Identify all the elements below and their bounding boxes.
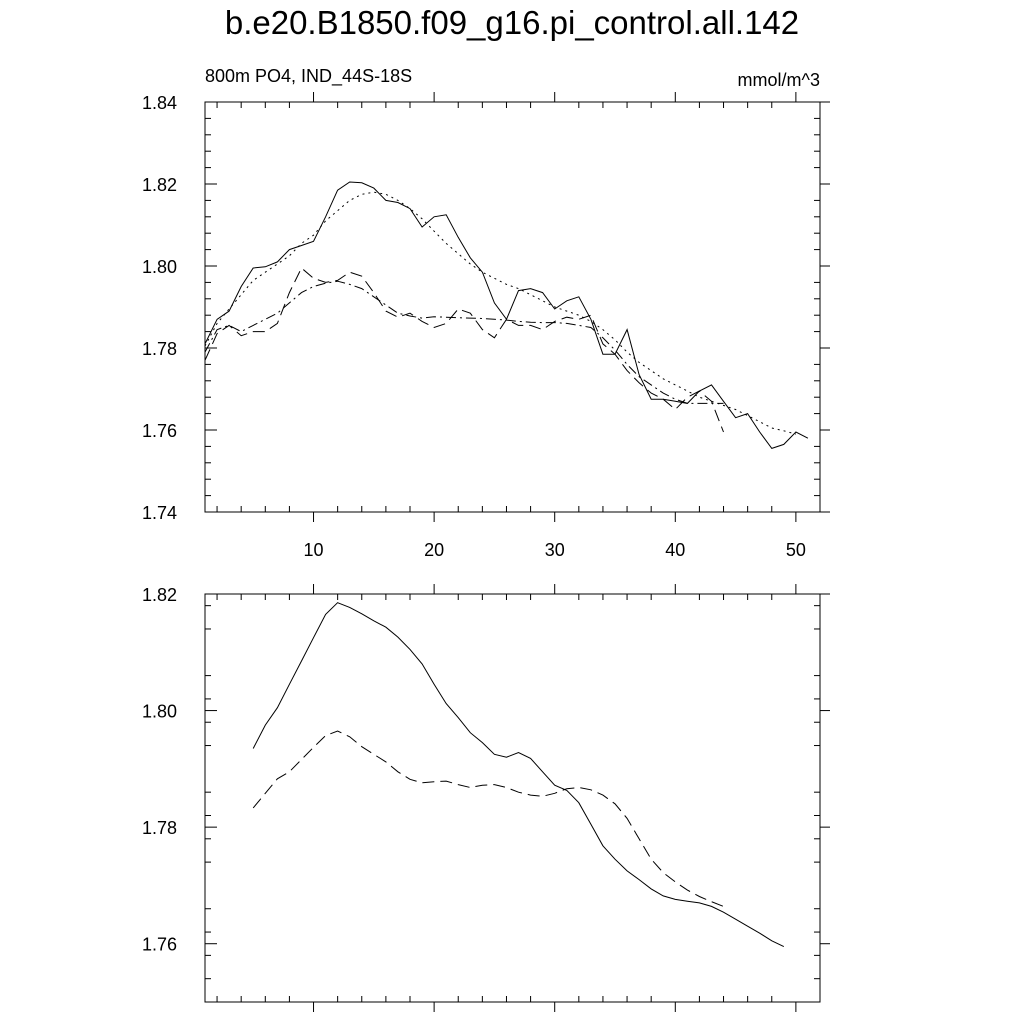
y-tick-label: 1.80 (141, 701, 177, 722)
series-line-dash-dot (205, 281, 724, 403)
y-tick-label: 1.84 (141, 93, 177, 113)
y-tick-label: 1.76 (141, 421, 177, 441)
chart-title: b.e20.B1850.f09_g16.pi_control.all.142 (224, 4, 800, 41)
x-tick-label: 40 (665, 540, 686, 560)
plot-frame (205, 102, 820, 512)
y-tick-label: 1.76 (141, 934, 177, 955)
plot-frame (205, 594, 820, 1002)
units-label: mmol/m^3 (737, 70, 820, 90)
series-line-dashed (205, 268, 724, 432)
chart-subtitle-left: 800m PO4, IND_44S-18S (205, 66, 413, 86)
top-panel (142, 92, 830, 560)
y-tick-label: 1.82 (141, 175, 177, 195)
y-tick-label: 1.78 (141, 339, 177, 359)
y-tick-label: 1.80 (141, 257, 177, 277)
series-line-solid (205, 182, 808, 448)
x-tick-label: 10 (303, 540, 324, 560)
x-tick-label: 50 (785, 540, 806, 560)
series-line-solid (253, 603, 784, 947)
x-tick-label: 30 (544, 540, 565, 560)
series-line-dashed (253, 731, 723, 906)
y-tick-label: 1.78 (141, 818, 177, 839)
y-tick-label: 1.74 (141, 503, 177, 523)
bottom-panel (142, 584, 830, 1012)
y-tick-label: 1.82 (141, 585, 177, 605)
x-tick-label: 20 (424, 540, 445, 560)
